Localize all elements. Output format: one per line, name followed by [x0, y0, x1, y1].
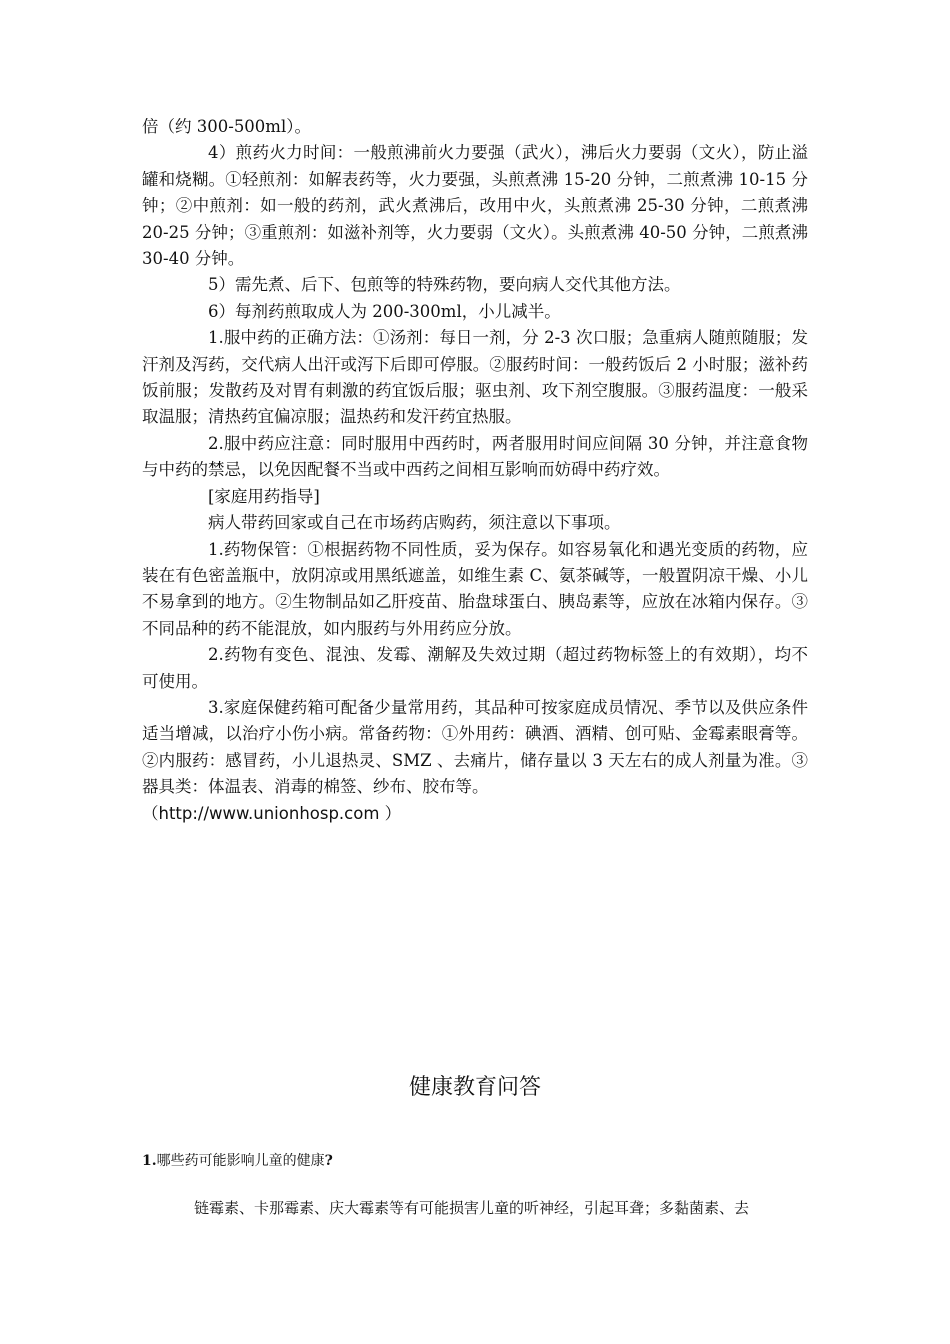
paragraph-precautions: 2.服中药应注意：同时服用中西药时，两者服用时间应间隔 30 分钟，并注意食物与中药的禁忌，以免因配餐不当或中西药之间相互影响而妨碍中药疗效。 — [142, 433, 808, 480]
subheading-home-medication: [家庭用药指导] — [208, 486, 320, 506]
question-number: 1. — [142, 1153, 157, 1169]
body-text — [142, 114, 808, 827]
section-title: 健康教育问答 — [408, 1075, 541, 1100]
paragraph-expired: 2.药物有变色、混浊、发霉、潮解及失效过期（超过药物标签上的有效期），均不可使用。 — [142, 645, 808, 691]
paragraph-special-drugs: 5）需先煮、后下、包煎等的特殊药物，要向病人交代其他方法。 — [208, 275, 681, 295]
source-url: （http://www.unionhosp.com ） — [142, 803, 402, 823]
paragraph-continuation: 倍（约 300-500ml）。 — [142, 117, 311, 136]
paragraph-dose-volume: 6）每剂药煎取成人为 200-300ml，小儿减半。 — [208, 301, 561, 321]
question-text: 哪些药可能影响儿童的健康 — [156, 1153, 325, 1169]
paragraph-medicine-kit: 3.家庭保健药箱可配备少量常用药，其品种可按家庭成员情况、季节以及供应条件适当增减，以治疗小伤小病。常备药物：①外用药：碘酒、酒精、创可贴、金霉素眼膏等。②内服药：感冒药，小儿退热灵、SMZ 、去痛片，储存量以 3 天左右的成人剂量为准。③器具类：体温表、消毒的棉签、纱布、胶布等。 — [142, 697, 808, 797]
paragraph-decoction-heat: 4）煎药火力时间：一般煎沸前火力要强（武火），沸后火力要弱（文火），防止溢罐和烧糊。①轻煎剂：如解表药等，火力要强，头煎煮沸 15-20 分钟，二煎煮沸 10-15 分钟；②中煎剂：如一般的药剂，武火煮沸后，改用中火，头煎煮沸 25-30 分钟，二煎煮沸 20-25 分钟；③重煎剂：如滋补剂等，火力要弱（文火）。头煎煮沸 40-50 分钟，二煎煮沸 30-40 分钟。 — [142, 143, 808, 269]
paragraph-home-intro: 病人带药回家或自己在市场药店购药，须注意以下事项。 — [208, 513, 621, 533]
answer-1: 链霉素、卡那霉素、庆大霉素等有可能损害儿童的听神经，引起耳聋；多黏菌素、去 — [194, 1199, 750, 1217]
question-1 — [142, 1150, 333, 1172]
paragraph-storage: 1.药物保管：①根据药物不同性质，妥为保存。如容易氧化和遇光变质的药物，应装在有色密盖瓶中，放阴凉或用黑纸遮盖，如维生素 C、氨茶碱等，一般置阴凉干燥、小儿不易拿到的地方。②生物制品如乙肝疫苗、胎盘球蛋白、胰岛素等，应放在冰箱内保存。③不同品种的药不能混放，如内服药与外用药应分放。 — [142, 539, 808, 638]
question-mark: ? — [324, 1153, 333, 1169]
paragraph-correct-method: 1.服中药的正确方法：①汤剂：每日一剂，分 2-3 次口服；急重病人随煎随服；发汗剂及泻药，交代病人出汗或泻下后即可停服。②服药时间：一般药饭后 2 小时服；滋补药饭前服；发散药及对胃有刺激的药宜饭后服；驱虫剂、攻下剂空腹服。③服药温度：一般采取温服；清热药宜偏凉服；温热药和发汗药宜热服。 — [142, 328, 808, 427]
